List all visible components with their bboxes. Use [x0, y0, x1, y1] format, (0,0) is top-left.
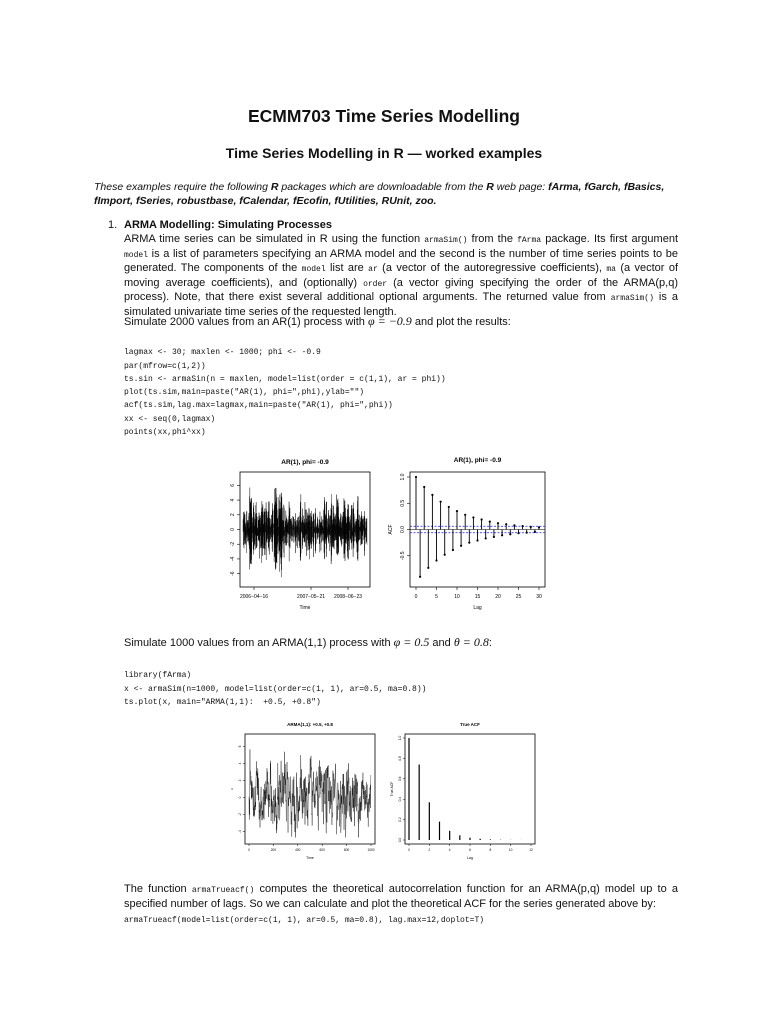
y-tick-label: 6	[238, 745, 242, 748]
chart-true-acf	[390, 722, 535, 860]
y-tick-label: 4	[230, 498, 236, 502]
x-tick-label: 2008−06−23	[333, 594, 363, 600]
y-tick-label: 0.4	[398, 796, 402, 802]
y-tick-label: 0	[238, 796, 242, 799]
chart-title: ARMA(1,1): +0.5, +0.8	[287, 722, 333, 727]
series-line	[249, 749, 371, 837]
y-tick-label: 0.0	[398, 837, 402, 843]
acf-point	[517, 532, 519, 534]
x-tick-label: 15	[474, 594, 481, 600]
x-tick-label: 8	[489, 848, 492, 852]
chart-title: AR(1), phi= -0.9	[281, 459, 329, 466]
acf-point	[440, 501, 442, 503]
code-line: lagmax <- 30; maxlen <- 1000; phi <- -0.9	[124, 348, 321, 358]
y-tick-label: -2	[238, 813, 242, 816]
x-axis-label: Lag	[467, 856, 473, 860]
code-line: library(fArma)	[124, 671, 192, 681]
acf-point	[444, 554, 446, 556]
y-tick-label: 0	[230, 528, 236, 531]
acf-point	[513, 524, 515, 526]
y-axis-label: ACF	[388, 524, 394, 535]
chart-arma11-timeseries	[230, 722, 375, 860]
acf-point	[456, 510, 458, 512]
x-tick-label: 4	[448, 848, 451, 852]
x-tick-label: 600	[319, 848, 325, 852]
acf-point	[522, 525, 524, 527]
y-tick-label: 4	[238, 762, 242, 765]
acf-point	[534, 531, 536, 533]
page-title: ECMM703 Time Series Modelling	[248, 106, 520, 126]
package-list: fArma, fGarch, fBasics, fImport, fSeries, robustbase, fCalendar, fEcofin, fUtilities, RUnit, zoo.	[94, 181, 665, 207]
acf-point	[493, 536, 495, 538]
acf-point	[460, 545, 462, 547]
code-line: xx <- seq(0,lagmax)	[124, 414, 216, 424]
code-block-arma11	[124, 656, 426, 722]
acf-point	[468, 542, 470, 544]
x-tick-label: 1000	[367, 848, 375, 852]
y-tick-label: 2	[230, 513, 236, 517]
y-tick-label: 2	[238, 779, 242, 782]
y-tick-label: 0.2	[398, 817, 402, 822]
code-block-ar1	[124, 333, 446, 453]
y-tick-label: -4	[230, 556, 236, 562]
section-heading: ARMA Modelling: Simulating Processes	[124, 219, 333, 231]
x-tick-label: 20	[495, 594, 501, 600]
y-tick-label: 6	[230, 483, 236, 487]
acf-point	[526, 532, 528, 534]
acf-point	[419, 576, 421, 578]
y-tick-label: 0.8	[398, 756, 402, 761]
code-line: ts.plot(x, main="ARMA(1,1): +0.5, +0.8")	[124, 697, 321, 707]
chart-title: AR(1), phi= -0.9	[453, 457, 502, 464]
y-tick-label: 0.5	[400, 499, 406, 507]
acf-point	[423, 486, 425, 488]
ar1-instruction: Simulate 2000 values from an AR(1) process with φ = −0.9 and plot the results:	[124, 314, 511, 328]
code-block-trueacf: armaTrueacf(model=list(order=c(1, 1), ar=0.5, ma=0.8), lag.max=12,doplot=T)	[124, 916, 485, 925]
x-tick-label: 25	[515, 594, 522, 600]
acf-point	[435, 559, 437, 561]
figure-ar1	[215, 450, 560, 620]
y-axis-label: True ACF	[390, 781, 394, 797]
y-tick-label: -4	[238, 830, 242, 833]
arma11-instruction: Simulate 1000 values from an ARMA(1,1) process with φ = 0.5 and θ = 0.8:	[124, 635, 492, 649]
x-tick-label: 2	[428, 848, 431, 852]
x-tick-label: 5	[435, 594, 438, 600]
code-line: ts.sin <- armaSin(n = maxlen, model=list(order = c(1,1), ar = phi))	[124, 374, 446, 384]
y-tick-label: 1.0	[398, 735, 402, 741]
code-line: par(mfrow=c(1,2))	[124, 361, 206, 371]
x-axis-label: Time	[299, 605, 311, 611]
page-subtitle: Time Series Modelling in R — worked examples	[225, 145, 543, 161]
series-line	[243, 487, 367, 577]
code-line: acf(ts.sim,lag.max=lagmax,main=paste("AR(1), phi=",phi))	[124, 401, 393, 411]
x-tick-label: 0	[248, 848, 250, 852]
acf-point	[481, 518, 483, 520]
x-tick-label: 2007−05−21	[296, 594, 326, 600]
x-tick-label: 30	[536, 594, 542, 600]
x-axis-label: Lag	[473, 605, 482, 611]
code-line: x <- armaSim(n=1000, model=list(order=c(1, 1), ar=0.5, ma=0.8))	[124, 684, 427, 694]
acf-point	[427, 567, 429, 569]
x-tick-label: 2006−04−16	[239, 594, 269, 600]
chart-ar1-acf	[388, 457, 545, 611]
x-tick-label: 0	[408, 848, 410, 852]
acf-point	[431, 494, 433, 496]
x-tick-label: 6	[469, 848, 471, 852]
intro-paragraph: These examples require the following R packages which are downloadable from the R web page: fArma, fGarch, fBasics, fImport, fSeries, robustbase, fCalendar, fEcofin, fUtilities, RUnit, zoo.	[94, 181, 665, 207]
x-tick-label: 12	[529, 848, 533, 852]
section-number: 1.	[108, 219, 118, 231]
acf-point	[452, 549, 454, 551]
acf-point	[415, 476, 417, 478]
acf-point	[464, 514, 466, 516]
acf-point	[497, 522, 499, 524]
code-line: points(xx,phi^xx)	[124, 428, 206, 438]
code-line: plot(ts.sim,main=paste("AR(1), phi=",phi),ylab="")	[124, 388, 365, 398]
acf-point	[501, 534, 503, 536]
y-tick-label: 1.0	[400, 473, 406, 481]
x-axis-label: Time	[306, 856, 314, 860]
x-tick-label: 10	[454, 594, 460, 600]
x-tick-label: 400	[295, 848, 301, 852]
y-tick-label: -0.5	[400, 551, 406, 561]
x-tick-label: 200	[270, 848, 277, 852]
acf-point	[485, 537, 487, 539]
acf-point	[538, 526, 540, 528]
x-tick-label: 10	[508, 848, 513, 852]
y-tick-label: -2	[230, 541, 236, 547]
acf-point	[530, 526, 532, 528]
acf-point	[472, 516, 474, 518]
y-tick-label: 0.6	[398, 776, 402, 782]
acf-point	[505, 523, 507, 525]
figure-arma11	[225, 716, 545, 866]
x-tick-label: 800	[343, 848, 350, 852]
y-axis-label: x	[230, 788, 234, 790]
acf-point	[509, 533, 511, 535]
acf-point	[448, 506, 450, 508]
x-tick-label: 0	[414, 594, 418, 600]
acf-point	[476, 539, 478, 541]
arma-description: ARMA time series can be simulated in R using the function armaSim() from the fArma package. Its first argument model is a list of parameters specifying an ARMA model and the second is the number of time series points to be generated. The components of the model list are ar (a vector of the autoregressive coefficients), ma (a vector of moving average coefficients), and (optionally) order (a vector giving specifying the order of the ARMA(p,q) process). Note, that there exist several additional optional arguments. The returned value from armaSim() is a simulated univariate time series of the requested length.	[124, 233, 679, 318]
y-tick-label: 0.0	[400, 526, 406, 533]
chart-ar1-timeseries	[230, 459, 370, 611]
chart-title: True ACF	[460, 722, 480, 727]
plot-frame	[405, 734, 535, 844]
y-tick-label: -6	[230, 571, 236, 576]
acf-point	[489, 521, 491, 523]
trueacf-description: The function armaTrueacf() computes the theoretical autocorrelation function for an ARMA(p,q) model up to a specified number of lags. So we can calculate and plot the theoretical ACF for the series generated above by:	[124, 883, 678, 910]
